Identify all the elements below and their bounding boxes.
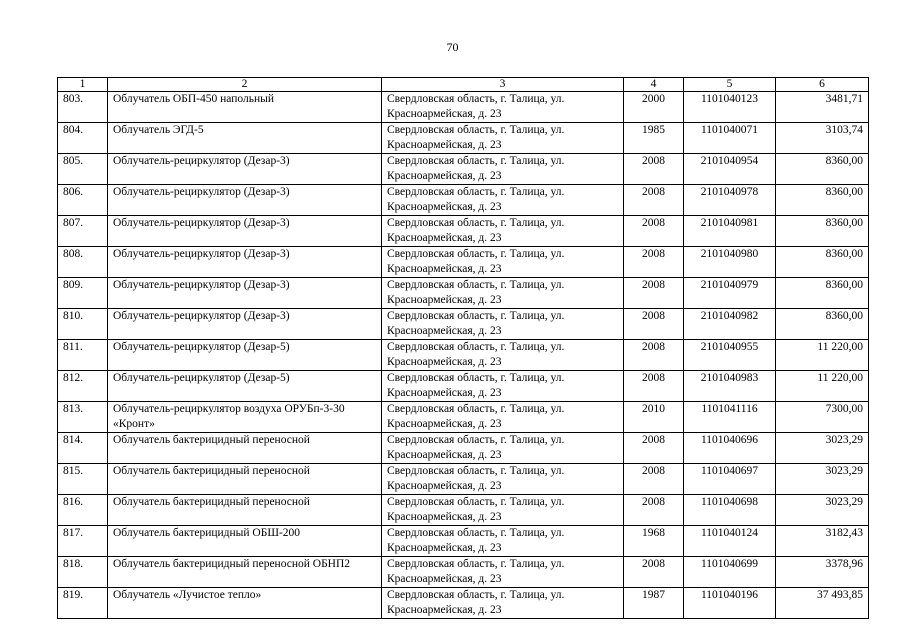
page-number: 70 xyxy=(446,40,459,54)
item-year: 1985 xyxy=(624,123,684,154)
item-value: 3023,29 xyxy=(776,464,869,495)
column-header: 1 xyxy=(58,78,108,92)
item-address: Свердловская область, г. Талица, ул. Красноармейская, д. 23 xyxy=(382,216,624,247)
item-name: Облучатель-рециркулятор (Дезар-3) xyxy=(108,247,382,278)
item-year: 2008 xyxy=(624,557,684,588)
table-row xyxy=(58,557,869,588)
item-name: Облучатель бактерицидный переносной xyxy=(108,464,382,495)
item-name: Облучатель-рециркулятор (Дезар-3) xyxy=(108,216,382,247)
inventory-number: 2101040955 xyxy=(684,340,776,371)
item-value: 7300,00 xyxy=(776,402,869,433)
column-header: 3 xyxy=(382,78,624,92)
row-number: 812. xyxy=(58,371,108,402)
row-number: 815. xyxy=(58,464,108,495)
item-year: 2008 xyxy=(624,495,684,526)
item-address: Свердловская область, г. Талица, ул. Красноармейская, д. 23 xyxy=(382,154,624,185)
item-value: 11 220,00 xyxy=(776,371,869,402)
item-name: Облучатель бактерицидный переносной ОБНП2 xyxy=(108,557,382,588)
item-year: 2010 xyxy=(624,402,684,433)
row-number: 813. xyxy=(58,402,108,433)
item-value: 8360,00 xyxy=(776,278,869,309)
inventory-number: 2101040982 xyxy=(684,309,776,340)
item-year: 2000 xyxy=(624,92,684,123)
item-value: 8360,00 xyxy=(776,216,869,247)
row-number: 807. xyxy=(58,216,108,247)
table-row xyxy=(58,464,869,495)
inventory-number: 1101040123 xyxy=(684,92,776,123)
item-address: Свердловская область, г. Талица, ул. Красноармейская, д. 23 xyxy=(382,92,624,123)
item-address: Свердловская область, г. Талица, ул. Красноармейская, д. 23 xyxy=(382,464,624,495)
item-name: Облучатель-рециркулятор воздуха ОРУБп-3-30 «Кронт» xyxy=(108,402,382,433)
header-row xyxy=(58,78,869,92)
table-row xyxy=(58,123,869,154)
inventory-number: 2101040954 xyxy=(684,154,776,185)
table-row xyxy=(58,247,869,278)
inventory-number: 1101040196 xyxy=(684,588,776,619)
item-name: Облучатель-рециркулятор (Дезар-5) xyxy=(108,371,382,402)
item-name: Облучатель бактерицидный переносной xyxy=(108,495,382,526)
table-row xyxy=(58,154,869,185)
row-number: 806. xyxy=(58,185,108,216)
item-name: Облучатель бактерицидный ОБШ-200 xyxy=(108,526,382,557)
row-number: 810. xyxy=(58,309,108,340)
item-address: Свердловская область, г. Талица, ул. Красноармейская, д. 23 xyxy=(382,309,624,340)
item-address: Свердловская область, г. Талица, ул. Красноармейская, д. 23 xyxy=(382,495,624,526)
column-header: 4 xyxy=(624,78,684,92)
item-address: Свердловская область, г. Талица, ул. Красноармейская, д. 23 xyxy=(382,185,624,216)
item-year: 1987 xyxy=(624,588,684,619)
table-row xyxy=(58,495,869,526)
item-value: 8360,00 xyxy=(776,309,869,340)
inventory-number: 1101040071 xyxy=(684,123,776,154)
item-address: Свердловская область, г. Талица, ул. Красноармейская, д. 23 xyxy=(382,371,624,402)
item-name: Облучатель бактерицидный переносной xyxy=(108,433,382,464)
inventory-number: 1101040699 xyxy=(684,557,776,588)
item-name: Облучатель «Лучистое тепло» xyxy=(108,588,382,619)
table-row xyxy=(58,216,869,247)
item-value: 8360,00 xyxy=(776,154,869,185)
row-number: 814. xyxy=(58,433,108,464)
item-year: 2008 xyxy=(624,247,684,278)
item-address: Свердловская область, г. Талица, ул. Красноармейская, д. 23 xyxy=(382,247,624,278)
table-row xyxy=(58,278,869,309)
item-value: 3103,74 xyxy=(776,123,869,154)
item-address: Свердловская область, г. Талица, ул. Красноармейская, д. 23 xyxy=(382,433,624,464)
row-number: 817. xyxy=(58,526,108,557)
inventory-number: 1101040698 xyxy=(684,495,776,526)
item-value: 11 220,00 xyxy=(776,340,869,371)
item-address: Свердловская область, г. Талица, ул. Красноармейская, д. 23 xyxy=(382,278,624,309)
item-year: 2008 xyxy=(624,216,684,247)
item-value: 3378,96 xyxy=(776,557,869,588)
row-number: 808. xyxy=(58,247,108,278)
item-year: 2008 xyxy=(624,464,684,495)
item-name: Облучатель-рециркулятор (Дезар-3) xyxy=(108,154,382,185)
inventory-number: 2101040978 xyxy=(684,185,776,216)
item-value: 3182,43 xyxy=(776,526,869,557)
item-year: 2008 xyxy=(624,340,684,371)
table-row xyxy=(58,433,869,464)
table-row xyxy=(58,309,869,340)
column-header: 5 xyxy=(684,78,776,92)
inventory-number: 2101040979 xyxy=(684,278,776,309)
row-number: 804. xyxy=(58,123,108,154)
table-row xyxy=(58,588,869,619)
item-address: Свердловская область, г. Талица, ул. Красноармейская, д. 23 xyxy=(382,123,624,154)
column-header: 6 xyxy=(776,78,869,92)
table-row xyxy=(58,402,869,433)
item-year: 2008 xyxy=(624,371,684,402)
item-year: 2008 xyxy=(624,433,684,464)
item-address: Свердловская область, г. Талица, ул. Красноармейская, д. 23 xyxy=(382,557,624,588)
inventory-number: 2101040980 xyxy=(684,247,776,278)
item-value: 8360,00 xyxy=(776,185,869,216)
row-number: 818. xyxy=(58,557,108,588)
item-value: 3481,71 xyxy=(776,92,869,123)
row-number: 811. xyxy=(58,340,108,371)
table-row xyxy=(58,185,869,216)
item-address: Свердловская область, г. Талица, ул. Красноармейская, д. 23 xyxy=(382,402,624,433)
row-number: 809. xyxy=(58,278,108,309)
inventory-number: 2101040983 xyxy=(684,371,776,402)
row-number: 805. xyxy=(58,154,108,185)
item-year: 2008 xyxy=(624,185,684,216)
item-name: Облучатель ОБП-450 напольный xyxy=(108,92,382,123)
item-name: Облучатель-рециркулятор (Дезар-5) xyxy=(108,340,382,371)
item-address: Свердловская область, г. Талица, ул. Красноармейская, д. 23 xyxy=(382,340,624,371)
inventory-number: 1101040696 xyxy=(684,433,776,464)
item-value: 3023,29 xyxy=(776,495,869,526)
item-value: 3023,29 xyxy=(776,433,869,464)
table-row xyxy=(58,371,869,402)
item-address: Свердловская область, г. Талица, ул. Красноармейская, д. 23 xyxy=(382,526,624,557)
column-header: 2 xyxy=(108,78,382,92)
item-year: 1968 xyxy=(624,526,684,557)
table-row xyxy=(58,92,869,123)
inventory-number: 1101040124 xyxy=(684,526,776,557)
item-year: 2008 xyxy=(624,278,684,309)
inventory-number: 1101041116 xyxy=(684,402,776,433)
row-number: 816. xyxy=(58,495,108,526)
item-value: 37 493,85 xyxy=(776,588,869,619)
table-row xyxy=(58,340,869,371)
item-value: 8360,00 xyxy=(776,247,869,278)
item-name: Облучатель-рециркулятор (Дезар-3) xyxy=(108,185,382,216)
table-row xyxy=(58,526,869,557)
row-number: 803. xyxy=(58,92,108,123)
inventory-number: 2101040981 xyxy=(684,216,776,247)
inventory-number: 1101040697 xyxy=(684,464,776,495)
item-name: Облучатель-рециркулятор (Дезар-3) xyxy=(108,278,382,309)
row-number: 819. xyxy=(58,588,108,619)
item-name: Облучатель ЭГД-5 xyxy=(108,123,382,154)
item-year: 2008 xyxy=(624,309,684,340)
item-address: Свердловская область, г. Талица, ул. Красноармейская, д. 23 xyxy=(382,588,624,619)
item-name: Облучатель-рециркулятор (Дезар-3) xyxy=(108,309,382,340)
property-registry-table xyxy=(57,77,869,619)
item-year: 2008 xyxy=(624,154,684,185)
